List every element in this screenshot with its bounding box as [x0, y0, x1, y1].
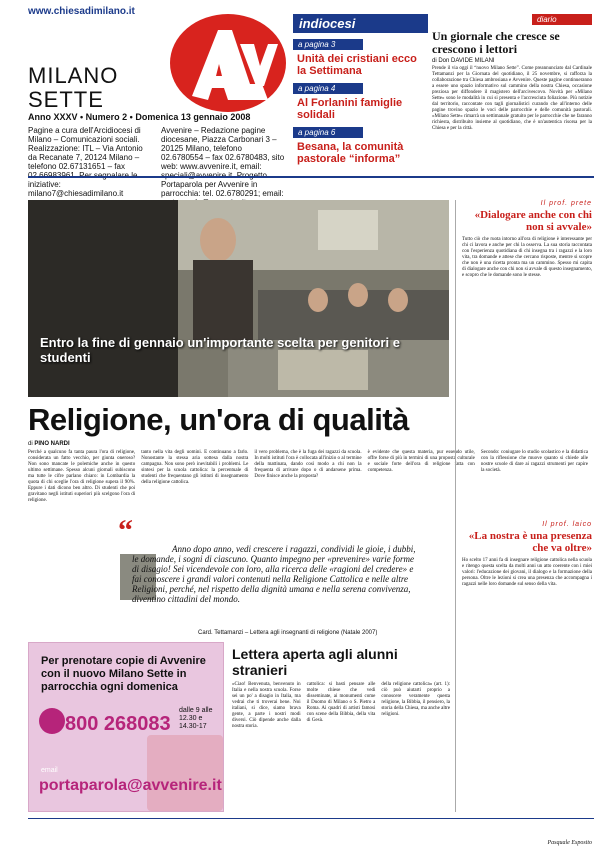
side-kicker: Il prof. prete [540, 200, 592, 207]
page-tag: a pagina 4 [293, 83, 363, 94]
diario-body: Prende il via oggi il “nuovo Milano Sette”. Come preannunciato dal Cardinale Tettamanzi per la Giornata del quotidiano, il 25 novembre, si rafforza la collaborazione tra Chiesa ambrosiana e Avvenire. Queste pagine continueranno a essere uno spazio informativo sul cammino della nostra Chiesa, occasione preziosa per diffondere il magistero dell'arcivescovo. Novità per «Milano Sette» sono le modalità in cui si presenta e l'accresciuta foliazione. Più notizie dal territorio, raccontate con tagli giornalistici curando che all'interno delle pagine trovino spazio le voci delle parrocchie e delle comunità pastorali. «Milano Sette» rimarrà un settimanale gratuito per le parrocchie che ne faranno richiesta, distribuito insieme al quotidiano, che è un'autentica risorsa per la Chiesa e per la città. [432, 66, 592, 131]
page-headline[interactable]: Unità dei cristiani ecco la Settimana [297, 53, 417, 77]
newspaper-cutout-image [147, 735, 223, 811]
issue-line: Anno XXXV • Numero 2 • Domenica 13 gennaio 2008 [28, 112, 251, 122]
newspaper-title [28, 64, 118, 112]
classroom-illustration [28, 200, 449, 397]
promo-email[interactable]: portaparola@avvenire.it [39, 777, 222, 794]
diario-editorial [432, 14, 592, 171]
av-logo-mark [170, 14, 286, 112]
pull-quote [118, 514, 418, 638]
letter-column: «Ciao! Benvenuta, benvenuto in Italia e nella nostra scuola. Forse sei un po' a disagio in Italia, ma vedrai che ti troverai bene. Noi italiani, si dice, siamo brava gente, a parte i nostri modi diversi. Ciò dipende anche dalla nostra storia. [232, 682, 301, 729]
byline-name: PINO NARDI [34, 441, 70, 447]
avvenire-logo [170, 14, 286, 112]
article-column: Perché a qualcuno fa tanta paura l'ora di religione, considerata un fatto vecchio, per giunta oneroso? Non sono mancate le polemiche anche in questo ultimo settimane. Spesso alcuni giornali subiscono ma tutte le cifre parlano chiaro: in Lombardia la quota di chi sceglie l'ora di religione supera il 90%. Eppure i dati dicono ben altro. Di studenti che poi gravitano negli istituti superiori più scelgono l'ora di religione. [28, 450, 136, 503]
indiocesi-item[interactable] [293, 39, 428, 77]
side-text: Ho scelto 17 anni fa di insegnare religione cattolica nella scuola e ritengo questa scelta da molti anni un atto coerente con i miei valori: l'educazione dei giovani, il dialogo e la formazione della persona. Oltre le lezioni si crea una presenza che accompagna i ragazzi nelle loro domande sul senso della vita. [462, 558, 592, 587]
subscription-promo[interactable] [28, 642, 224, 812]
byline-prefix: di [28, 441, 33, 447]
indiocesi-item[interactable] [293, 127, 428, 165]
indiocesi-item[interactable] [293, 83, 428, 121]
side-kicker: Il prof. laico [542, 521, 592, 528]
classroom-photo [28, 200, 449, 397]
main-headline: Religione, un'ora di qualità [28, 402, 409, 437]
title-line-1: MILANO [28, 63, 119, 88]
editorial-info: Avvenire – Redazione pagine diocesane, Piazza Carbonari 3 – 20125 Milano, telefono 02.6780554 – fax 02.6780483, sito web: www.avvenire.it, email: Portaparola per Avvenire in parrocchia: tel. 02.6780291; email: [161, 126, 285, 198]
open-letter [232, 646, 450, 814]
indiocesi-box [293, 14, 428, 171]
letter-column: cattolica: si basti pensare alle molte chiese che vedi disseminate, ai monumenti come il Duomo di Milano o S. Pietro a Roma. Ai quadri di artisti famosi con scene della Bibbia, della vita di Gesù. [306, 682, 376, 723]
promo-hours: dalle 9 alle 12.30 e 14.30-17 [179, 707, 213, 730]
indiocesi-header: indiocesi [293, 14, 428, 33]
masthead [0, 0, 600, 198]
page-tag: a pagina 3 [293, 39, 363, 50]
letter-title: Lettera aperta agli alunni stranieri [232, 646, 398, 678]
diario-tag: diario [532, 14, 592, 25]
article-column: il vero problema, che è la fuga dei ragazzi da scuola. In molti istituti l'ora è collocata all'inizio o al termine della mattinata, dando così modo a chi non la frequenta di arrivare dopo o di andarsene prima. Dove finisce anche la proposta? [254, 450, 362, 479]
side-signature: Pasquale Esposito [547, 840, 592, 846]
side-column [455, 200, 592, 846]
diario-title: Un giornale che cresce se crescono i lettori [432, 29, 560, 56]
article-column: tanto nella vita degli uomini. E continuano a farlo. Nonostante la stessa aria sottesa dalla nostra campagna. Non sono però inevitabili i problemi. Le sintesi per la scuola cattolica: la percentuale di studenti che frequentano gli istituti di insegnamento della religione cattolica. [141, 450, 249, 485]
title-line-2: SETTE [28, 87, 104, 112]
site-url-link[interactable]: www.chiesadimilano.it [28, 6, 135, 17]
letter-column: della religione cattolica» (art. 1): ciò può aiutarti proprio a conoscere veramente questa religione, la Bibbia, il pensiero, la storia della Chiesa, ma anche altre religioni. [381, 682, 451, 717]
diario-author: di Don DAVIDE MILANI [432, 58, 495, 64]
photo-caption: Entro la fine di gennaio un'importante scelta per genitori e studenti [40, 335, 400, 365]
side-text: Tutto ciò che ruota intorno all'ora di religione è interessante per chi ci lavora e anche per chi la osserva. La sua storia raccontata con l'esperienza quotidiana di chi insegna tra i ragazzi e la loro vita, tra domande e attese che cercano risposte, mentre si scopre che non è una ricetta pronta ma un cammino. Spesso mi capita di dialogare anche con chi non si avvale di questo insegnamento, e scopro che le domande sono le stesse. [462, 237, 592, 278]
masthead-divider [28, 176, 594, 178]
promo-email-label: email [41, 767, 58, 774]
page-headline[interactable]: Besana, la comunità pastorale “informa” [297, 141, 404, 165]
page-tag: a pagina 6 [293, 127, 363, 138]
phone-icon [39, 708, 65, 734]
byline [28, 441, 70, 447]
masthead-meta [28, 112, 286, 207]
side-heading: «La nostra è una presenza che va oltre» [468, 530, 592, 554]
article-column: è evidente che questa materia, pur essendo utile, offre forse di più in termini di una proposta culturale e sociale forte dell'ora di religione fatta con competenza. [367, 450, 475, 473]
side-heading: «Dialogare anche con chi non si avvale» [474, 209, 592, 233]
quote-mark-icon: “ [118, 514, 133, 547]
article-column: Secondo: coniugare lo studio scolastico e la didattica con la riflessione che muove quanto si chiede alle nostre scuole di dare ai ragazzi strumenti per capire la società. [480, 450, 589, 473]
quote-source: Card. Tettamanzi – Lettera agli insegnanti di religione (Natale 2007) [198, 630, 378, 636]
publisher-info: Pagine a cura dell'Arcidiocesi di Milano – Comunicazioni sociali. Realizzazione: ITL – Via Antonio da Recanate 7, 20124 Milano – telefono 02.67131651 – fax iniziative: milano7@chiesadimilano.it [28, 126, 143, 198]
promo-title: Per prenotare copie di Avvenire con il nuovo Milano Sette in parrocchia ogni domenica [41, 655, 206, 693]
page-footer-rule [28, 818, 594, 819]
quote-text: Anno dopo anno, vedi crescere i ragazzi, condividi le gioie, i dubbi, le domande, i sogni di ciascuno. Quanto impegno per «prevenire» varie forme di disagio! Sei vicendevole con loro, alla ricerca delle «ragioni del credere» e fai conoscere i grandi valori contenuti nella Religione Cattolica e nelle altre Religioni, perché, nel rispetto della dignità umana e nella serena convivenza, diventino cittadini del mondo. [132, 544, 416, 604]
promo-phone[interactable]: 800 268083 [65, 713, 171, 735]
page-headline[interactable]: Al Forlanini famiglie solidali [297, 97, 403, 121]
